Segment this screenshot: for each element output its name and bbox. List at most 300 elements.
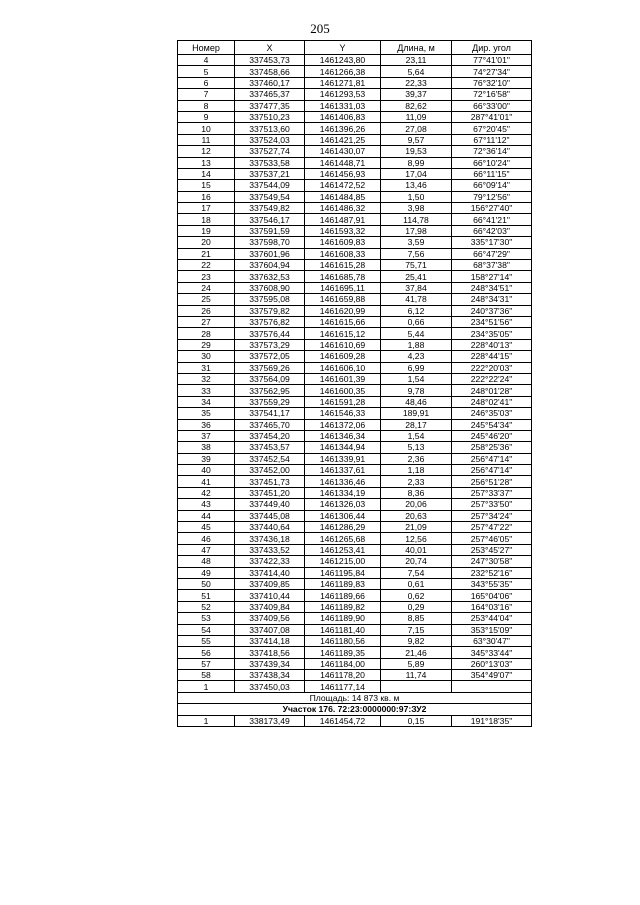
- length-cell: 0,15: [381, 715, 452, 726]
- x-coordinate-cell: 337436,18: [235, 533, 305, 544]
- length-cell: 8,85: [381, 613, 452, 624]
- bearing-cell: 67°20'45": [452, 123, 532, 134]
- point-number-cell: 45: [178, 522, 235, 533]
- length-cell: 20,06: [381, 499, 452, 510]
- length-cell: [381, 681, 452, 692]
- length-cell: 20,74: [381, 556, 452, 567]
- point-number-cell: 37: [178, 430, 235, 441]
- table-row: [178, 453, 532, 464]
- bearing-cell: [452, 681, 532, 692]
- y-coordinate-cell: 1461615,12: [305, 328, 381, 339]
- x-coordinate-cell: 338173,49: [235, 715, 305, 726]
- table-row: [178, 373, 532, 384]
- table-row: [178, 146, 532, 157]
- bearing-cell: 234°51'56": [452, 316, 532, 327]
- y-coordinate-cell: 1461615,66: [305, 316, 381, 327]
- x-coordinate-cell: 337452,00: [235, 465, 305, 476]
- point-number-cell: 8: [178, 100, 235, 111]
- length-cell: 5,44: [381, 328, 452, 339]
- table-row: [178, 396, 532, 407]
- point-number-cell: 9: [178, 111, 235, 122]
- length-cell: 2,36: [381, 453, 452, 464]
- x-coordinate-cell: 337451,73: [235, 476, 305, 487]
- length-cell: 39,37: [381, 89, 452, 100]
- x-coordinate-cell: 337410,44: [235, 590, 305, 601]
- bearing-cell: 77°41'01": [452, 55, 532, 66]
- table-row: [178, 590, 532, 601]
- length-cell: 1,54: [381, 373, 452, 384]
- point-number-cell: 5: [178, 66, 235, 77]
- x-coordinate-cell: 337477,35: [235, 100, 305, 111]
- point-number-cell: 39: [178, 453, 235, 464]
- point-number-cell: 41: [178, 476, 235, 487]
- point-number-cell: 11: [178, 134, 235, 145]
- y-coordinate-cell: 1461546,33: [305, 408, 381, 419]
- bearing-cell: 158°27'14": [452, 271, 532, 282]
- table-row: [178, 282, 532, 293]
- length-cell: 17,98: [381, 225, 452, 236]
- length-cell: 12,56: [381, 533, 452, 544]
- point-number-cell: 43: [178, 499, 235, 510]
- x-coordinate-cell: 337601,96: [235, 248, 305, 259]
- table-row: [178, 89, 532, 100]
- bearing-cell: 79°12'56": [452, 191, 532, 202]
- length-cell: 2,33: [381, 476, 452, 487]
- x-coordinate-cell: 337576,44: [235, 328, 305, 339]
- point-number-cell: 34: [178, 396, 235, 407]
- x-coordinate-cell: 337454,20: [235, 430, 305, 441]
- y-coordinate-cell: 1461487,91: [305, 214, 381, 225]
- x-coordinate-cell: 337440,64: [235, 522, 305, 533]
- length-cell: 4,23: [381, 351, 452, 362]
- length-cell: 0,62: [381, 590, 452, 601]
- y-coordinate-cell: 1461331,03: [305, 100, 381, 111]
- table-row: [178, 328, 532, 339]
- bearing-cell: 66°41'21": [452, 214, 532, 225]
- y-coordinate-cell: 1461606,10: [305, 362, 381, 373]
- point-number-cell: 21: [178, 248, 235, 259]
- length-cell: 3,59: [381, 237, 452, 248]
- table-row: [178, 385, 532, 396]
- length-cell: 5,89: [381, 658, 452, 669]
- table-row: [178, 260, 532, 271]
- y-coordinate-cell: 1461339,91: [305, 453, 381, 464]
- length-cell: 8,36: [381, 487, 452, 498]
- table-row: [178, 556, 532, 567]
- y-coordinate-cell: 1461189,90: [305, 613, 381, 624]
- x-coordinate-cell: 337453,57: [235, 442, 305, 453]
- bearing-cell: 76°32'10": [452, 77, 532, 88]
- table-row: [178, 510, 532, 521]
- point-number-cell: 53: [178, 613, 235, 624]
- bearing-cell: 256°47'14": [452, 453, 532, 464]
- bearing-cell: 257°46'05": [452, 533, 532, 544]
- point-number-cell: 18: [178, 214, 235, 225]
- length-cell: 9,57: [381, 134, 452, 145]
- point-number-cell: 48: [178, 556, 235, 567]
- bearing-cell: 164°03'16": [452, 601, 532, 612]
- y-coordinate-cell: 1461184,00: [305, 658, 381, 669]
- bearing-cell: 257°47'22": [452, 522, 532, 533]
- x-coordinate-cell: 337572,05: [235, 351, 305, 362]
- length-cell: 7,15: [381, 624, 452, 635]
- point-number-cell: 51: [178, 590, 235, 601]
- point-number-cell: 47: [178, 544, 235, 555]
- bearing-cell: 68°37'38": [452, 260, 532, 271]
- bearing-cell: 74°27'34": [452, 66, 532, 77]
- length-cell: 0,66: [381, 316, 452, 327]
- y-coordinate-cell: 1461181,40: [305, 624, 381, 635]
- y-coordinate-cell: 1461344,94: [305, 442, 381, 453]
- y-coordinate-cell: 1461293,53: [305, 89, 381, 100]
- bearing-cell: 257°33'37": [452, 487, 532, 498]
- y-coordinate-cell: 1461306,44: [305, 510, 381, 521]
- bearing-cell: 72°36'14": [452, 146, 532, 157]
- x-coordinate-cell: 337513,60: [235, 123, 305, 134]
- bearing-cell: 345°33'44": [452, 647, 532, 658]
- point-number-cell: 12: [178, 146, 235, 157]
- length-cell: 7,56: [381, 248, 452, 259]
- x-coordinate-cell: 337598,70: [235, 237, 305, 248]
- length-cell: 6,99: [381, 362, 452, 373]
- bearing-cell: 354°49'07": [452, 670, 532, 681]
- y-coordinate-cell: 1461372,06: [305, 419, 381, 430]
- bearing-cell: 256°47'14": [452, 465, 532, 476]
- y-coordinate-cell: 1461456,93: [305, 168, 381, 179]
- table-row: [178, 670, 532, 681]
- x-coordinate-cell: 337453,73: [235, 55, 305, 66]
- table-row: [178, 715, 532, 726]
- x-coordinate-cell: 337537,21: [235, 168, 305, 179]
- bearing-cell: 66°10'24": [452, 157, 532, 168]
- point-number-cell: 40: [178, 465, 235, 476]
- x-coordinate-cell: 337465,37: [235, 89, 305, 100]
- x-coordinate-cell: 337439,34: [235, 658, 305, 669]
- bearing-cell: 287°41'01": [452, 111, 532, 122]
- table-row: [178, 237, 532, 248]
- table-row: [178, 601, 532, 612]
- bearing-cell: 260°13'03": [452, 658, 532, 669]
- y-coordinate-cell: 1461593,32: [305, 225, 381, 236]
- point-number-cell: 4: [178, 55, 235, 66]
- y-coordinate-cell: 1461610,69: [305, 339, 381, 350]
- y-coordinate-cell: 1461608,33: [305, 248, 381, 259]
- y-coordinate-cell: 1461448,71: [305, 157, 381, 168]
- y-coordinate-cell: 1461620,99: [305, 305, 381, 316]
- x-coordinate-cell: 337546,17: [235, 214, 305, 225]
- y-coordinate-cell: 1461336,46: [305, 476, 381, 487]
- bearing-cell: 66°33'00": [452, 100, 532, 111]
- table-row: [178, 111, 532, 122]
- x-coordinate-cell: 337438,34: [235, 670, 305, 681]
- point-number-cell: 56: [178, 647, 235, 658]
- point-number-cell: 46: [178, 533, 235, 544]
- point-number-cell: 10: [178, 123, 235, 134]
- x-coordinate-cell: 337549,54: [235, 191, 305, 202]
- header-length: Длина, м: [381, 41, 452, 55]
- header-angle: Дир. угол: [452, 41, 532, 55]
- bearing-cell: 248°34'51": [452, 282, 532, 293]
- point-number-cell: 55: [178, 635, 235, 646]
- table-row: [178, 351, 532, 362]
- y-coordinate-cell: 1461271,81: [305, 77, 381, 88]
- length-cell: 13,46: [381, 180, 452, 191]
- length-cell: 20,63: [381, 510, 452, 521]
- x-coordinate-cell: 337407,08: [235, 624, 305, 635]
- bearing-cell: 247°30'58": [452, 556, 532, 567]
- table-row: [178, 168, 532, 179]
- x-coordinate-cell: 337433,52: [235, 544, 305, 555]
- x-coordinate-cell: 337422,33: [235, 556, 305, 567]
- length-cell: 1,18: [381, 465, 452, 476]
- x-coordinate-cell: 337409,56: [235, 613, 305, 624]
- bearing-cell: 63°30'47": [452, 635, 532, 646]
- x-coordinate-cell: 337449,40: [235, 499, 305, 510]
- point-number-cell: 42: [178, 487, 235, 498]
- table-row: [178, 681, 532, 692]
- y-coordinate-cell: 1461600,35: [305, 385, 381, 396]
- table-row: [178, 100, 532, 111]
- x-coordinate-cell: 337559,29: [235, 396, 305, 407]
- table-row: [178, 77, 532, 88]
- bearing-cell: 335°17'30": [452, 237, 532, 248]
- point-number-cell: 38: [178, 442, 235, 453]
- y-coordinate-cell: 1461486,32: [305, 203, 381, 214]
- y-coordinate-cell: 1461286,29: [305, 522, 381, 533]
- length-cell: 25,41: [381, 271, 452, 282]
- table-row: [178, 339, 532, 350]
- table-row: [178, 214, 532, 225]
- table-row: [178, 476, 532, 487]
- length-cell: 23,11: [381, 55, 452, 66]
- length-cell: 9,82: [381, 635, 452, 646]
- length-cell: 0,29: [381, 601, 452, 612]
- point-number-cell: 36: [178, 419, 235, 430]
- length-cell: 19,53: [381, 146, 452, 157]
- x-coordinate-cell: 337451,20: [235, 487, 305, 498]
- y-coordinate-cell: 1461178,20: [305, 670, 381, 681]
- bearing-cell: 256°51'28": [452, 476, 532, 487]
- table-row: [178, 658, 532, 669]
- point-number-cell: 24: [178, 282, 235, 293]
- x-coordinate-cell: 337573,29: [235, 339, 305, 350]
- y-coordinate-cell: 1461406,83: [305, 111, 381, 122]
- section-title: Участок 176. 72:23:0000000:97:ЗУ2: [178, 704, 532, 715]
- table-row: [178, 66, 532, 77]
- point-number-cell: 19: [178, 225, 235, 236]
- table-row: [178, 294, 532, 305]
- point-number-cell: 14: [178, 168, 235, 179]
- point-number-cell: 32: [178, 373, 235, 384]
- point-number-cell: 20: [178, 237, 235, 248]
- table-row: [178, 408, 532, 419]
- x-coordinate-cell: 337579,82: [235, 305, 305, 316]
- x-coordinate-cell: 337418,56: [235, 647, 305, 658]
- length-cell: 21,09: [381, 522, 452, 533]
- point-number-cell: 23: [178, 271, 235, 282]
- y-coordinate-cell: 1461253,41: [305, 544, 381, 555]
- y-coordinate-cell: 1461609,28: [305, 351, 381, 362]
- bearing-cell: 222°22'24": [452, 373, 532, 384]
- y-coordinate-cell: 1461337,61: [305, 465, 381, 476]
- length-cell: 40,01: [381, 544, 452, 555]
- point-number-cell: 1: [178, 681, 235, 692]
- length-cell: 17,04: [381, 168, 452, 179]
- table-row: [178, 191, 532, 202]
- y-coordinate-cell: 1461609,83: [305, 237, 381, 248]
- y-coordinate-cell: 1461195,84: [305, 567, 381, 578]
- y-coordinate-cell: 1461189,35: [305, 647, 381, 658]
- x-coordinate-cell: 337414,40: [235, 567, 305, 578]
- y-coordinate-cell: 1461243,80: [305, 55, 381, 66]
- table-row: [178, 635, 532, 646]
- x-coordinate-cell: 337544,09: [235, 180, 305, 191]
- bearing-cell: 257°34'24": [452, 510, 532, 521]
- length-cell: 1,50: [381, 191, 452, 202]
- area-cell: Площадь: 14 873 кв. м: [178, 692, 532, 703]
- y-coordinate-cell: 1461334,19: [305, 487, 381, 498]
- bearing-cell: 232°52'16": [452, 567, 532, 578]
- section-title-row: [178, 704, 532, 715]
- length-cell: 37,84: [381, 282, 452, 293]
- x-coordinate-cell: 337510,23: [235, 111, 305, 122]
- y-coordinate-cell: 1461685,78: [305, 271, 381, 282]
- point-number-cell: 25: [178, 294, 235, 305]
- point-number-cell: 22: [178, 260, 235, 271]
- table-row: [178, 123, 532, 134]
- length-cell: 3,98: [381, 203, 452, 214]
- y-coordinate-cell: 1461454,72: [305, 715, 381, 726]
- length-cell: 28,17: [381, 419, 452, 430]
- length-cell: 48,46: [381, 396, 452, 407]
- y-coordinate-cell: 1461484,85: [305, 191, 381, 202]
- table-row: [178, 647, 532, 658]
- x-coordinate-cell: 337450,03: [235, 681, 305, 692]
- bearing-cell: 343°55'35": [452, 578, 532, 589]
- bearing-cell: 156°27'40": [452, 203, 532, 214]
- table-row: [178, 180, 532, 191]
- point-number-cell: 50: [178, 578, 235, 589]
- header-y: Y: [305, 41, 381, 55]
- point-number-cell: 7: [178, 89, 235, 100]
- point-number-cell: 13: [178, 157, 235, 168]
- bearing-cell: 222°20'03": [452, 362, 532, 373]
- table-row: [178, 305, 532, 316]
- length-cell: 11,09: [381, 111, 452, 122]
- point-number-cell: 27: [178, 316, 235, 327]
- bearing-cell: 191°18'35": [452, 715, 532, 726]
- x-coordinate-cell: 337595,08: [235, 294, 305, 305]
- bearing-cell: 245°54'34": [452, 419, 532, 430]
- table-row: [178, 522, 532, 533]
- point-number-cell: 6: [178, 77, 235, 88]
- x-coordinate-cell: 337445,08: [235, 510, 305, 521]
- length-cell: 7,54: [381, 567, 452, 578]
- header-number: Номер: [178, 41, 235, 55]
- bearing-cell: 258°25'36": [452, 442, 532, 453]
- length-cell: 11,74: [381, 670, 452, 681]
- x-coordinate-cell: 337465,70: [235, 419, 305, 430]
- header-x: X: [235, 41, 305, 55]
- point-number-cell: 1: [178, 715, 235, 726]
- point-number-cell: 54: [178, 624, 235, 635]
- table-row: [178, 613, 532, 624]
- table-row: [178, 578, 532, 589]
- x-coordinate-cell: 337562,95: [235, 385, 305, 396]
- point-number-cell: 17: [178, 203, 235, 214]
- table-row: [178, 55, 532, 66]
- point-number-cell: 16: [178, 191, 235, 202]
- point-number-cell: 35: [178, 408, 235, 419]
- table-row: [178, 465, 532, 476]
- x-coordinate-cell: 337458,66: [235, 66, 305, 77]
- y-coordinate-cell: 1461430,07: [305, 146, 381, 157]
- point-number-cell: 28: [178, 328, 235, 339]
- table-row: [178, 316, 532, 327]
- length-cell: 21,46: [381, 647, 452, 658]
- bearing-cell: 248°02'41": [452, 396, 532, 407]
- bearing-cell: 228°44'15": [452, 351, 532, 362]
- y-coordinate-cell: 1461346,34: [305, 430, 381, 441]
- x-coordinate-cell: 337533,58: [235, 157, 305, 168]
- x-coordinate-cell: 337409,84: [235, 601, 305, 612]
- y-coordinate-cell: 1461189,66: [305, 590, 381, 601]
- length-cell: 1,88: [381, 339, 452, 350]
- y-coordinate-cell: 1461396,26: [305, 123, 381, 134]
- length-cell: 75,71: [381, 260, 452, 271]
- table-row: [178, 225, 532, 236]
- page-number: 205: [310, 21, 330, 36]
- x-coordinate-cell: 337414,18: [235, 635, 305, 646]
- table-row: [178, 134, 532, 145]
- bearing-cell: 248°01'28": [452, 385, 532, 396]
- point-number-cell: 29: [178, 339, 235, 350]
- y-coordinate-cell: 1461180,56: [305, 635, 381, 646]
- bearing-cell: 353°15'09": [452, 624, 532, 635]
- length-cell: 1,54: [381, 430, 452, 441]
- length-cell: 114,78: [381, 214, 452, 225]
- point-number-cell: 49: [178, 567, 235, 578]
- bearing-cell: 246°35'03": [452, 408, 532, 419]
- table-row: [178, 248, 532, 259]
- table-row: [178, 544, 532, 555]
- y-coordinate-cell: 1461472,52: [305, 180, 381, 191]
- x-coordinate-cell: 337524,03: [235, 134, 305, 145]
- x-coordinate-cell: 337564,09: [235, 373, 305, 384]
- table-row: [178, 203, 532, 214]
- table-row: [178, 362, 532, 373]
- bearing-cell: 72°16'58": [452, 89, 532, 100]
- bearing-cell: 66°47'29": [452, 248, 532, 259]
- bearing-cell: 253°45'27": [452, 544, 532, 555]
- bearing-cell: 66°11'15": [452, 168, 532, 179]
- point-number-cell: 30: [178, 351, 235, 362]
- coordinates-table: [177, 40, 532, 727]
- x-coordinate-cell: 337569,26: [235, 362, 305, 373]
- x-coordinate-cell: 337576,82: [235, 316, 305, 327]
- bearing-cell: 228°40'13": [452, 339, 532, 350]
- x-coordinate-cell: 337549,82: [235, 203, 305, 214]
- x-coordinate-cell: 337460,17: [235, 77, 305, 88]
- length-cell: 0,61: [381, 578, 452, 589]
- length-cell: 5,64: [381, 66, 452, 77]
- length-cell: 41,78: [381, 294, 452, 305]
- point-number-cell: 31: [178, 362, 235, 373]
- header-row: [178, 41, 532, 55]
- point-number-cell: 57: [178, 658, 235, 669]
- x-coordinate-cell: 337541,17: [235, 408, 305, 419]
- point-number-cell: 26: [178, 305, 235, 316]
